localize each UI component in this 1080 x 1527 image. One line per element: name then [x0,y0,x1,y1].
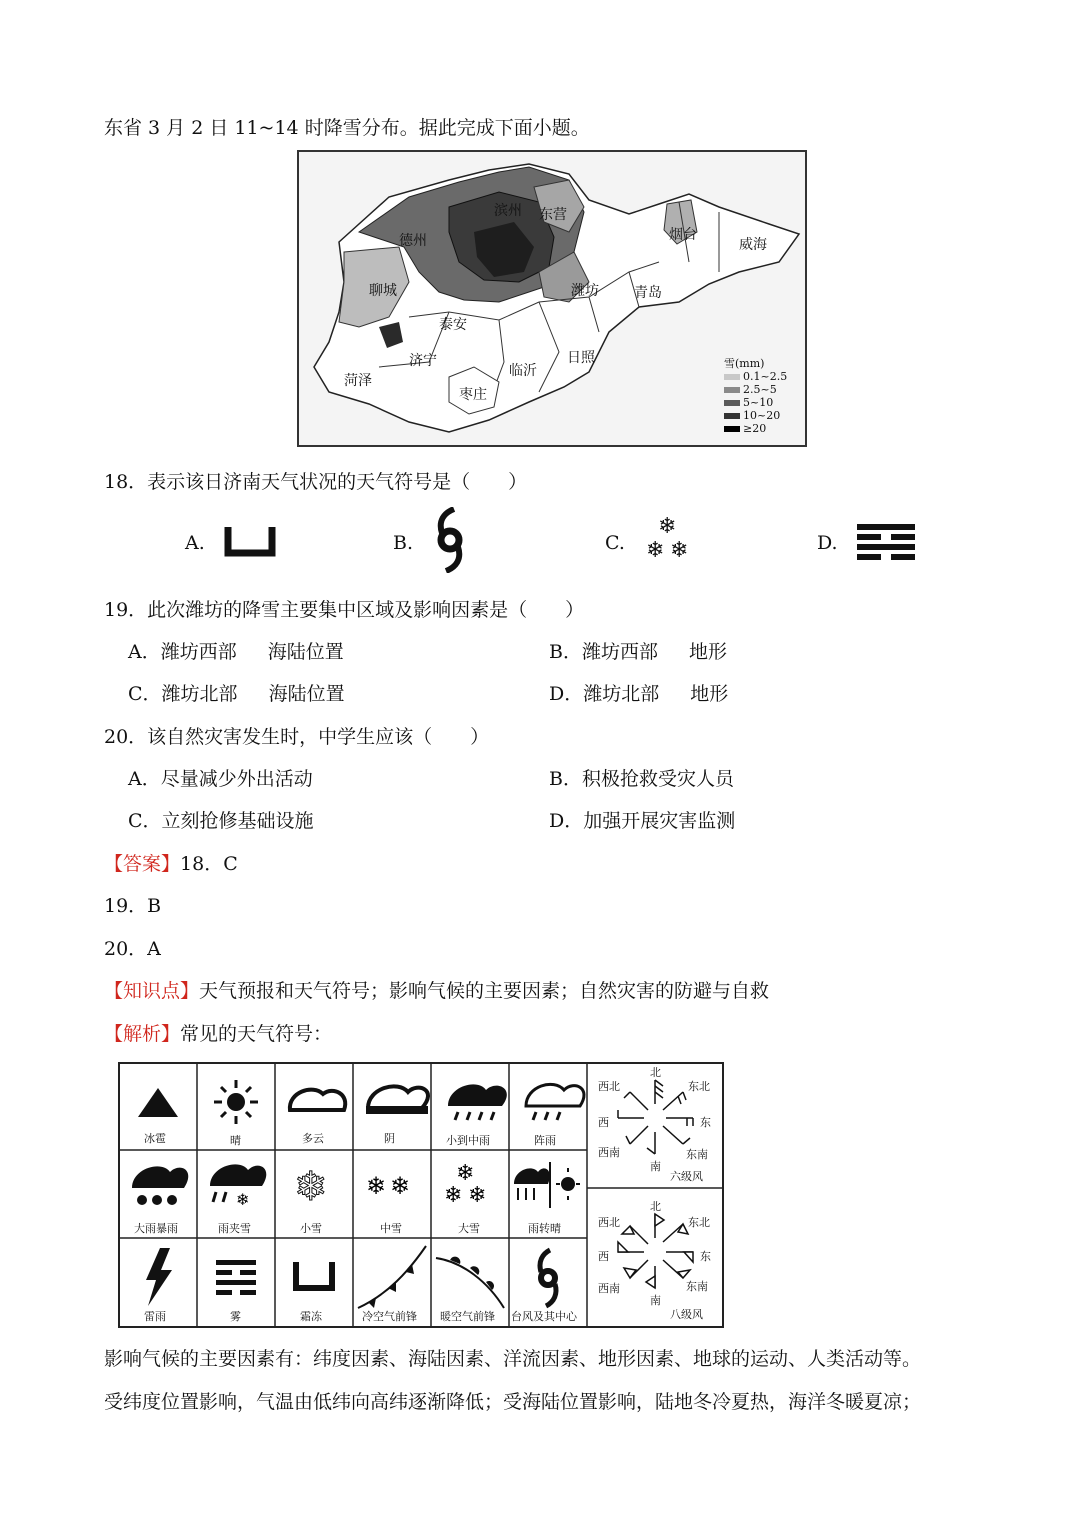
sleet-icon [210,1164,266,1209]
q18-option-b-label[interactable]: B. [393,532,414,554]
wind8-dir-label: 东北 [688,1216,710,1229]
analysis-text: 常见的天气符号： [180,1023,333,1045]
wind8-dir-label: 东 [700,1250,711,1263]
analysis-tag: 【解析】 [104,1023,181,1045]
wind6-dir-label: 东北 [688,1080,710,1093]
fog-icon [857,524,915,560]
q19-option-d[interactable]: D．潍坊北部 地形 [549,683,729,705]
wind8-dir-label: 南 [650,1294,661,1307]
rain-to-sunny-icon [514,1162,580,1208]
paragraph-1: 影响气候的主要因素有：纬度因素、海陆因素、洋流因素、地形因素、地球的运动、人类活动等。 [104,1348,922,1370]
cell-label: 大雪 [458,1222,480,1235]
cell-label: 晴 [230,1134,241,1147]
wind6-dir-label: 西 [598,1116,609,1129]
wind6-dir-label: 西北 [598,1080,620,1093]
city-label: 滨州 [494,203,522,219]
q19-text: 19．此次潍坊的降雪主要集中区域及影响因素是（ ） [104,599,585,621]
knowledge-line [104,976,769,1003]
weather-symbol-table [118,1062,724,1328]
overcast-icon [366,1086,428,1114]
legend-item: 5~10 [743,396,774,409]
q20-option-d[interactable]: D．加强开展灾害监测 [549,810,736,832]
city-label: 东营 [539,207,567,223]
city-label: 烟台 [669,227,697,243]
cell-label: 暖空气前锋 [440,1310,495,1323]
city-label: 临沂 [509,363,537,379]
answer-tag: 【答案】 [104,853,181,875]
legend-item: 2.5~5 [743,383,777,396]
cell-label: 台风及其中心 [511,1310,577,1323]
moderate-snow-icon [366,1172,410,1200]
legend-item: 0.1~2.5 [743,370,788,383]
svg-text:❄: ❄ [456,1161,475,1186]
svg-text:❄: ❄ [444,1183,463,1208]
wind6-dir-label: 东南 [686,1148,708,1161]
q18-option-a-label[interactable]: A. [185,532,205,554]
knowledge-text: 天气预报和天气符号；影响气候的主要因素；自然灾害的防避与自救 [199,980,770,1002]
cell-label: 中雪 [380,1222,402,1235]
svg-text:❄: ❄ [366,1172,387,1200]
knowledge-tag: 【知识点】 [104,980,200,1002]
city-label: 日照 [567,350,595,366]
cell-label: 雨转晴 [528,1222,561,1235]
cell-label: 阴 [384,1132,395,1145]
legend-title: 雪(mm) [724,357,765,370]
q20-option-a[interactable]: A．尽量减少外出活动 [128,768,313,790]
legend-item: 10~20 [743,409,781,422]
paragraph-2: 受纬度位置影响，气温由低纬向高纬逐渐降低；受海陆位置影响，陆地冬冷夏热，海洋冬暖夏凉； [104,1391,922,1413]
sunny-icon [214,1080,258,1124]
legend-swatch [724,374,740,380]
analysis-line [104,1019,332,1046]
cell-label: 小到中雨 [446,1134,490,1147]
cold-front-icon [358,1246,426,1308]
wind6-dir-label: 西南 [598,1146,620,1159]
city-label: 潍坊 [571,283,599,299]
light-snow-icon: ❄ [294,1164,328,1210]
city-label: 菏泽 [344,373,372,389]
answer-20: 20．A [104,938,161,960]
frost-table-icon [296,1262,332,1288]
frost-icon [224,523,276,557]
legend-swatch [724,400,740,406]
svg-text:❄: ❄ [468,1183,487,1208]
legend-swatch [724,426,740,432]
city-label: 青岛 [634,285,662,301]
q19-option-a[interactable]: A．潍坊西部 海陆位置 [128,641,344,663]
legend-swatch [724,387,740,393]
light-moderate-rain-icon [448,1084,507,1120]
wind8-title: 八级风 [670,1308,703,1321]
legend-item: ≥20 [743,422,767,435]
hail-icon [138,1088,178,1117]
wind6-dir-label: 北 [650,1066,661,1079]
wind6-dir-label: 东 [700,1116,711,1129]
wind8-dir-label: 北 [650,1200,661,1213]
city-label: 济宁 [409,353,437,369]
cell-label: 冰雹 [144,1132,166,1145]
q19-option-b[interactable]: B．潍坊西部 地形 [549,641,727,663]
cell-label: 雾 [230,1310,241,1323]
shower-icon [526,1084,584,1120]
q19-option-c[interactable]: C．潍坊北部 海陆位置 [128,683,345,705]
city-label: 枣庄 [459,387,487,403]
typhoon-table-icon [540,1250,556,1306]
heavy-rain-icon [132,1166,188,1205]
city-label: 聊城 [369,283,397,299]
wind-level-8-diagram [618,1214,693,1288]
q20-text: 20．该自然灾害发生时，中学生应该（ ） [104,726,490,748]
wind6-dir-label: 南 [650,1160,661,1173]
cell-label: 阵雨 [534,1134,556,1147]
intro-text: 东省 3 月 2 日 11~14 时降雪分布。据此完成下面小题。 [104,117,590,139]
wind8-dir-label: 西北 [598,1216,620,1229]
answer-18: 18．C [180,853,238,875]
wind6-title: 六级风 [670,1170,703,1183]
heavy-snow-icon: ❄ ❄ ❄ [646,514,689,563]
legend-swatch [724,413,740,419]
answer-19: 19．B [104,895,162,917]
wind8-dir-label: 东南 [686,1280,708,1293]
q18-text: 18．表示该日济南天气状况的天气符号是（ ） [104,471,528,493]
table-grid [118,1062,724,1328]
typhoon-icon [428,507,472,573]
cell-label: 雨夹雪 [218,1222,251,1235]
warm-front-icon [436,1257,504,1308]
city-label: 泰安 [439,317,467,333]
cell-label: 小雪 [300,1222,322,1235]
city-label: 威海 [739,237,767,253]
q20-option-c[interactable]: C．立刻抢修基础设施 [128,810,314,832]
answer-line [104,849,238,876]
map-legend [724,357,787,435]
fog-table-icon [216,1260,256,1295]
cell-label: 大雨暴雨 [134,1222,178,1235]
wind8-dir-label: 西 [598,1250,609,1263]
svg-text:❄: ❄ [236,1190,250,1209]
cell-label: 霜冻 [300,1310,322,1323]
cell-label: 多云 [302,1132,324,1145]
cloudy-icon [290,1090,345,1110]
cell-label: 雷雨 [144,1310,166,1323]
q18-option-c-label[interactable]: C. [605,532,625,554]
q20-option-b[interactable]: B．积极抢救受灾人员 [549,768,734,790]
city-label: 德州 [399,233,427,249]
svg-text:❄: ❄ [390,1172,411,1200]
thunderstorm-icon [146,1248,172,1306]
cell-label: 冷空气前锋 [362,1310,417,1323]
heavy-snow-table-icon [444,1161,486,1208]
snowfall-map [297,150,807,447]
q18-option-d-label[interactable]: D. [817,532,838,554]
wind8-dir-label: 西南 [598,1282,620,1295]
wind-level-6-diagram [618,1080,693,1154]
